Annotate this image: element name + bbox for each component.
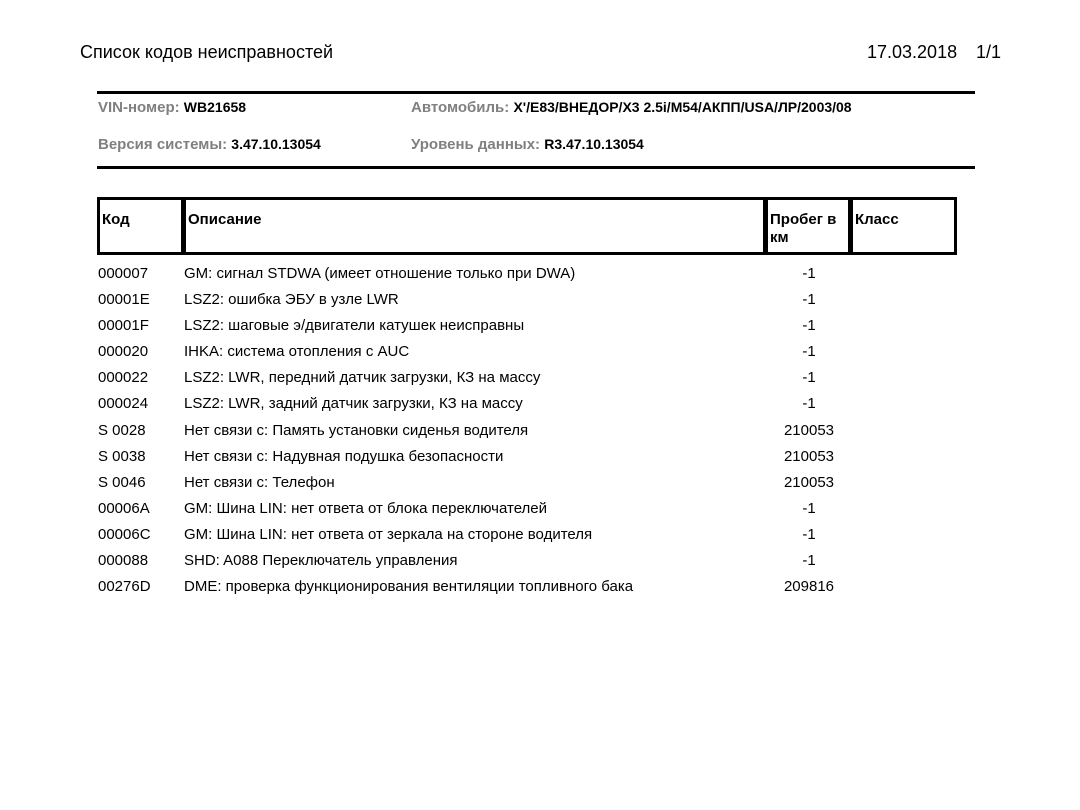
fault-description: GM: Шина LIN: нет ответа от блока переключателей (184, 499, 548, 517)
fault-code: 00006C (98, 525, 151, 543)
fault-description: IHKA: система отопления с AUC (184, 343, 410, 361)
car-field (411, 99, 852, 116)
fault-code: 000088 (98, 552, 149, 570)
fault-code: S 0038 (98, 447, 146, 465)
fault-description: DME: проверка функционирования вентиляции топливного бака (184, 578, 634, 596)
system-version-value: 3.47.10.13054 (231, 136, 321, 152)
table-row (0, 524, 1080, 550)
fault-mileage: -1 (802, 291, 816, 309)
table-row (0, 367, 1080, 393)
table-row (0, 393, 1080, 419)
table-row (0, 315, 1080, 341)
page-number: 1/1 (976, 42, 1002, 62)
fault-description: Нет связи с: Надувная подушка безопасности (184, 447, 504, 465)
column-header-code: Код (97, 197, 184, 255)
column-header-class: Класс (850, 197, 957, 255)
table-row (0, 341, 1080, 367)
fault-mileage: -1 (802, 525, 816, 543)
fault-description: GM: сигнал STDWA (имеет отношение только при DWA) (184, 265, 576, 282)
fault-code: 000020 (98, 343, 149, 361)
fault-mileage: 210053 (783, 447, 835, 465)
fault-mileage: 210053 (783, 421, 835, 439)
fault-mileage: -1 (802, 343, 816, 361)
divider-bottom (97, 166, 975, 169)
data-level-field (411, 136, 644, 153)
fault-code: S 0028 (98, 421, 146, 439)
fault-mileage: -1 (802, 265, 816, 282)
fault-description: Нет связи с: Память установки сиденья водителя (184, 421, 529, 439)
table-row (0, 576, 1080, 602)
fault-code: 00001E (98, 291, 150, 309)
fault-mileage: -1 (802, 499, 816, 517)
table-row (0, 472, 1080, 498)
column-header-mileage: Пробег в км (765, 197, 851, 255)
system-version-label: Версия системы: (98, 136, 228, 153)
fault-mileage: -1 (802, 395, 816, 413)
vin-field (98, 99, 246, 116)
fault-mileage: -1 (802, 552, 816, 570)
table-row (0, 263, 1080, 289)
fault-code: S 0046 (98, 473, 146, 491)
fault-code: 000022 (98, 369, 149, 387)
car-label: Автомобиль: (411, 99, 510, 116)
vin-value: WB21658 (183, 99, 247, 115)
table-row (0, 550, 1080, 576)
fault-description: LSZ2: LWR, задний датчик загрузки, КЗ на массу (184, 395, 523, 413)
table-row (0, 498, 1080, 524)
fault-code: 00276D (98, 578, 151, 596)
data-level-value: R3.47.10.13054 (544, 136, 644, 152)
fault-description: LSZ2: шаговые э/двигатели катушек неисправны (184, 317, 525, 335)
divider-top (97, 91, 975, 94)
fault-mileage: 209816 (783, 578, 835, 596)
fault-description: GM: Шина LIN: нет ответа от зеркала на стороне водителя (184, 525, 593, 543)
page-title: Список кодов неисправностей (80, 42, 334, 62)
column-header-description: Описание (183, 197, 766, 255)
fault-description: LSZ2: ошибка ЭБУ в узле LWR (184, 291, 399, 309)
fault-description: SHD: A088 Переключатель управления (184, 552, 458, 570)
fault-mileage: -1 (802, 369, 816, 387)
fault-code: 00006A (98, 499, 150, 517)
table-row (0, 289, 1080, 315)
fault-description: LSZ2: LWR, передний датчик загрузки, КЗ на массу (184, 369, 541, 387)
fault-code-table (0, 263, 1080, 602)
report-date: 17.03.2018 (867, 42, 958, 62)
fault-description: Нет связи с: Телефон (184, 473, 335, 491)
table-row (0, 446, 1080, 472)
data-level-label: Уровень данных: (411, 136, 541, 153)
table-row (0, 420, 1080, 446)
fault-code: 000024 (98, 395, 149, 413)
vin-label: VIN-номер: (98, 99, 180, 116)
fault-code: 00001F (98, 317, 149, 335)
fault-code: 000007 (98, 265, 149, 282)
system-version-field (98, 136, 321, 153)
fault-mileage: -1 (802, 317, 816, 335)
car-value: X'/E83/ВНЕДОР/X3 2.5i/M54/АКПП/USA/ЛР/2003/08 (513, 99, 852, 115)
fault-mileage: 210053 (783, 473, 835, 491)
